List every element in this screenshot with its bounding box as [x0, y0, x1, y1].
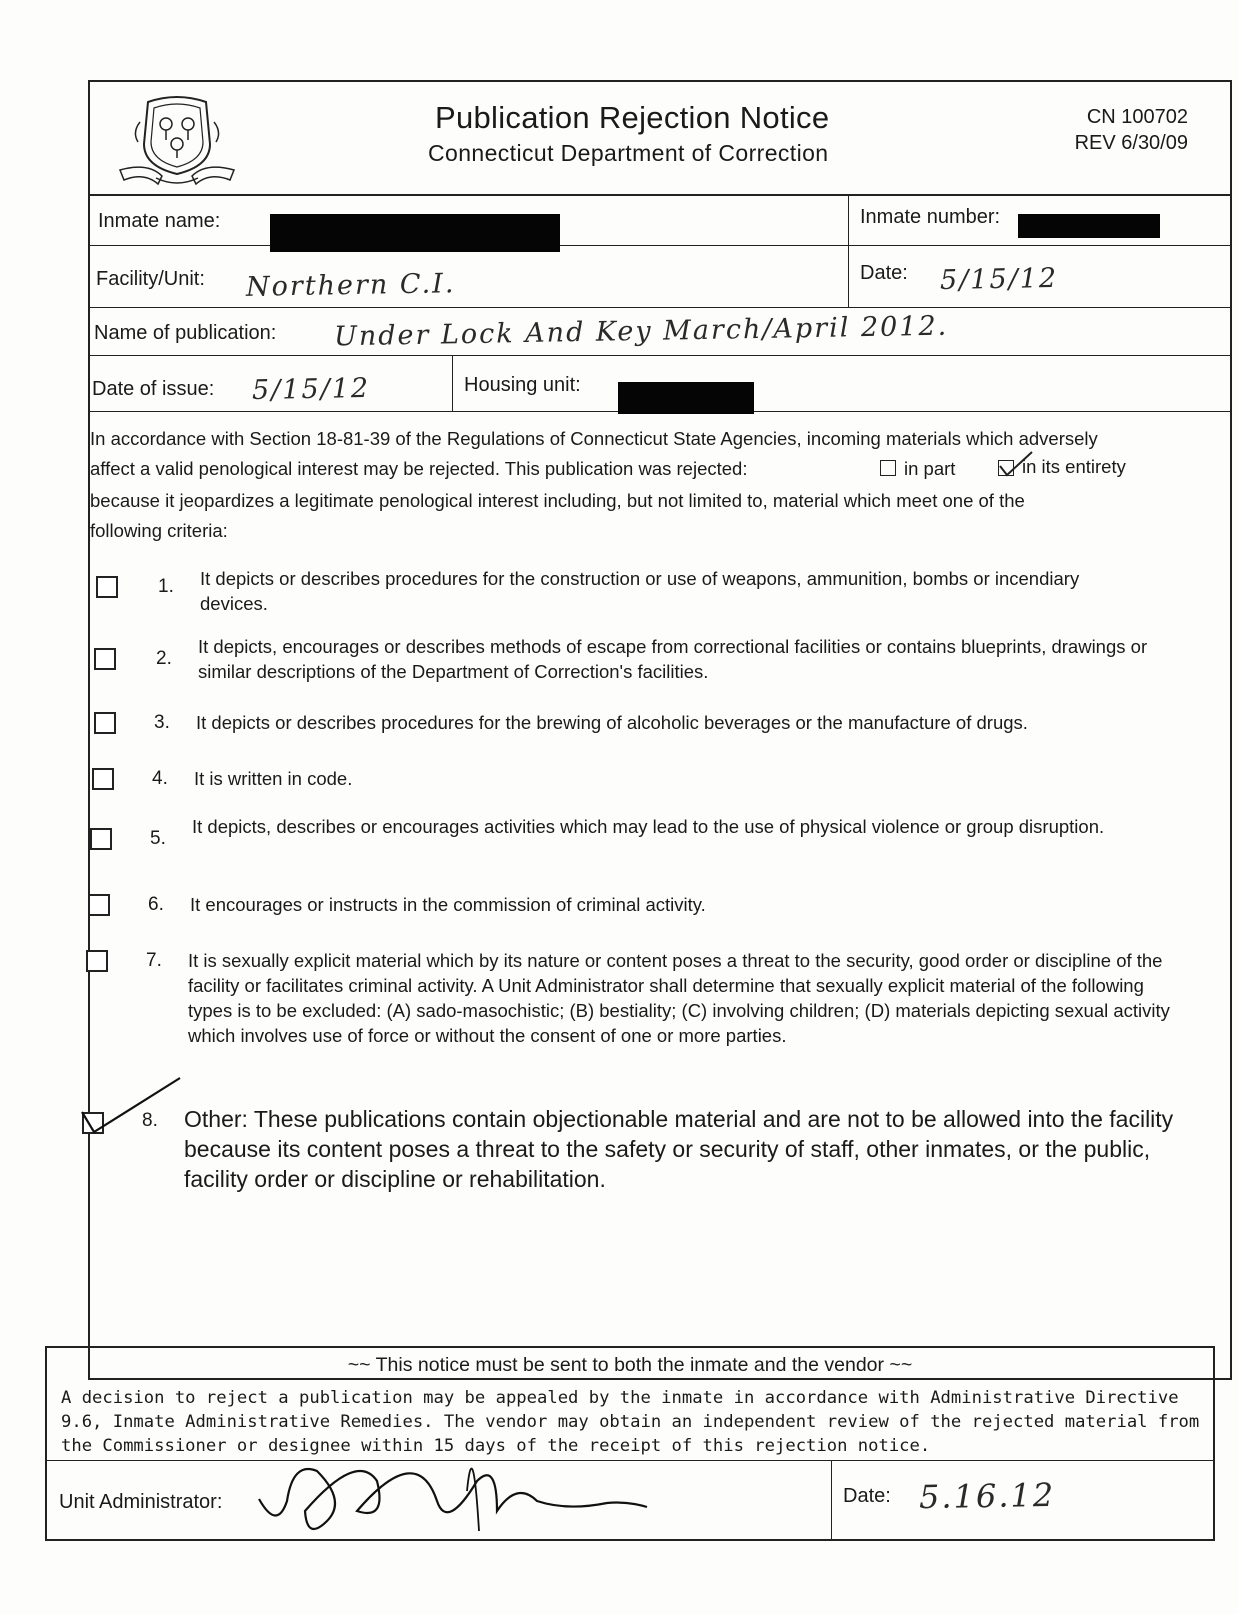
- row-divider: [452, 356, 453, 411]
- date-label: Date:: [860, 262, 908, 284]
- criterion-text: It is sexually explicit material which by its nature or content poses a threat to the security, good order or discipline of the facility or facilitates criminal activity. A Unit Administrator shall determine that sexually explicit material of the following types is to be excluded: (A) sado-masochistic; (B) bestiality; (C) involving children; (D) materials depicting sexual activity which involves use of force or without the consent of one or more parties.: [188, 950, 1170, 1046]
- criterion-text: It depicts, describes or encourages activities which may lead to the use of physical violence or group disruption.: [192, 816, 1105, 837]
- criterion-1-checkbox[interactable]: [96, 576, 118, 598]
- date-value: 5/15/12: [939, 262, 1059, 297]
- criterion-number: 2.: [156, 648, 172, 669]
- in-entirety-label: in its entirety: [1022, 456, 1126, 477]
- form-revision: REV 6/30/09: [1074, 132, 1188, 154]
- redacted-inmate-number: [1018, 214, 1160, 238]
- inmate-name-label: Inmate name:: [98, 210, 221, 232]
- form-title: Publication Rejection Notice: [435, 100, 830, 135]
- state-seal-icon: [118, 92, 236, 188]
- criterion-3-checkbox[interactable]: [94, 712, 116, 734]
- criterion-2-checkbox[interactable]: [94, 648, 116, 670]
- appeal-paragraph: A decision to reject a publication may be appealed by the inmate in accordance with Administrative Directive 9.6, Inmate Administrative Remedies. The vendor may obtain an independent review of the rejected material from the Commissioner or designee within 15 days of the receipt of this rejection notice.: [61, 1388, 1200, 1456]
- criterion-text: It depicts, encourages or describes methods of escape from correctional facilities or contains blueprints, drawings or similar descriptions of the Department of Correction's facilities.: [198, 636, 1148, 682]
- row-divider: [831, 1461, 832, 1541]
- criterion-text: It is written in code.: [194, 768, 353, 789]
- publication-row: [90, 308, 1230, 356]
- form-header: [90, 82, 1230, 196]
- intro-line-2: affect a valid penological interest may be rejected. This publication was rejected:: [90, 458, 748, 479]
- publication-value: Under Lock And Key March/April 2012.: [333, 310, 949, 353]
- signature-date-label: Date:: [843, 1485, 891, 1507]
- in-part-checkbox[interactable]: [880, 460, 896, 476]
- form-subtitle: Connecticut Department of Correction: [428, 140, 829, 166]
- criterion-number: 1.: [158, 576, 174, 597]
- form-number-block: [1075, 104, 1188, 156]
- redacted-housing-unit: [618, 382, 754, 414]
- criterion-text: It depicts or describes procedures for the brewing of alcoholic beverages or the manufacture of drugs.: [196, 712, 1028, 733]
- inmate-number-label: Inmate number:: [860, 206, 1001, 228]
- criterion-4-checkbox[interactable]: [92, 768, 114, 790]
- criterion-text: It encourages or instructs in the commission of criminal activity.: [190, 894, 706, 915]
- row-divider: [848, 194, 849, 245]
- check-mark-icon: [80, 1078, 190, 1138]
- criterion-5-checkbox[interactable]: [90, 828, 112, 850]
- issue-row: [90, 356, 1230, 412]
- form-number: CN 100702: [1086, 106, 1188, 128]
- criterion-number: 6.: [148, 894, 164, 915]
- row-divider: [848, 246, 849, 307]
- signature-date-value: 5.16.12: [918, 1475, 1056, 1517]
- criterion-number: 4.: [152, 768, 168, 789]
- signature-icon: [247, 1441, 707, 1551]
- criterion-text: Other: These publications contain objectionable material and are not to be allowed into the facility because its content poses a threat to the safety or security of staff, other inmates, or the public, facility order or discipline or rehabilitation.: [184, 1106, 1174, 1192]
- form-frame: [88, 80, 1232, 1380]
- criterion-7-checkbox[interactable]: [86, 950, 108, 972]
- in-part-label: in part: [904, 458, 956, 479]
- facility-label: Facility/Unit:: [96, 268, 205, 290]
- facility-value: Northern C.I.: [245, 268, 456, 303]
- unit-administrator-label: Unit Administrator:: [59, 1491, 223, 1513]
- issue-date-value: 5/15/12: [251, 372, 371, 407]
- intro-line-3: because it jeopardizes a legitimate penological interest including, but not limited to, material which meet one of the: [90, 490, 1025, 511]
- criterion-number: 3.: [154, 712, 170, 733]
- criterion-6-checkbox[interactable]: [88, 894, 110, 916]
- facility-row: [90, 246, 1230, 308]
- criterion-number: 5.: [150, 828, 166, 849]
- notice-line: ~~ This notice must be sent to both the inmate and the vendor ~~: [347, 1354, 913, 1376]
- appeal-box: [45, 1346, 1215, 1541]
- intro-line-1: In accordance with Section 18-81-39 of the Regulations of Connecticut State Agencies, incoming materials which adversely: [90, 428, 1098, 449]
- criterion-text: It depicts or describes procedures for the construction or use of weapons, ammunition, bombs or incendiary devices.: [200, 568, 1080, 614]
- publication-label: Name of publication:: [94, 322, 277, 344]
- issue-date-label: Date of issue:: [92, 378, 215, 400]
- signature-row: [47, 1460, 1213, 1541]
- intro-line-4: following criteria:: [90, 520, 228, 541]
- inmate-row: [90, 194, 1230, 246]
- housing-label: Housing unit:: [464, 374, 581, 396]
- criterion-number: 8.: [142, 1110, 158, 1131]
- criterion-number: 7.: [146, 950, 162, 971]
